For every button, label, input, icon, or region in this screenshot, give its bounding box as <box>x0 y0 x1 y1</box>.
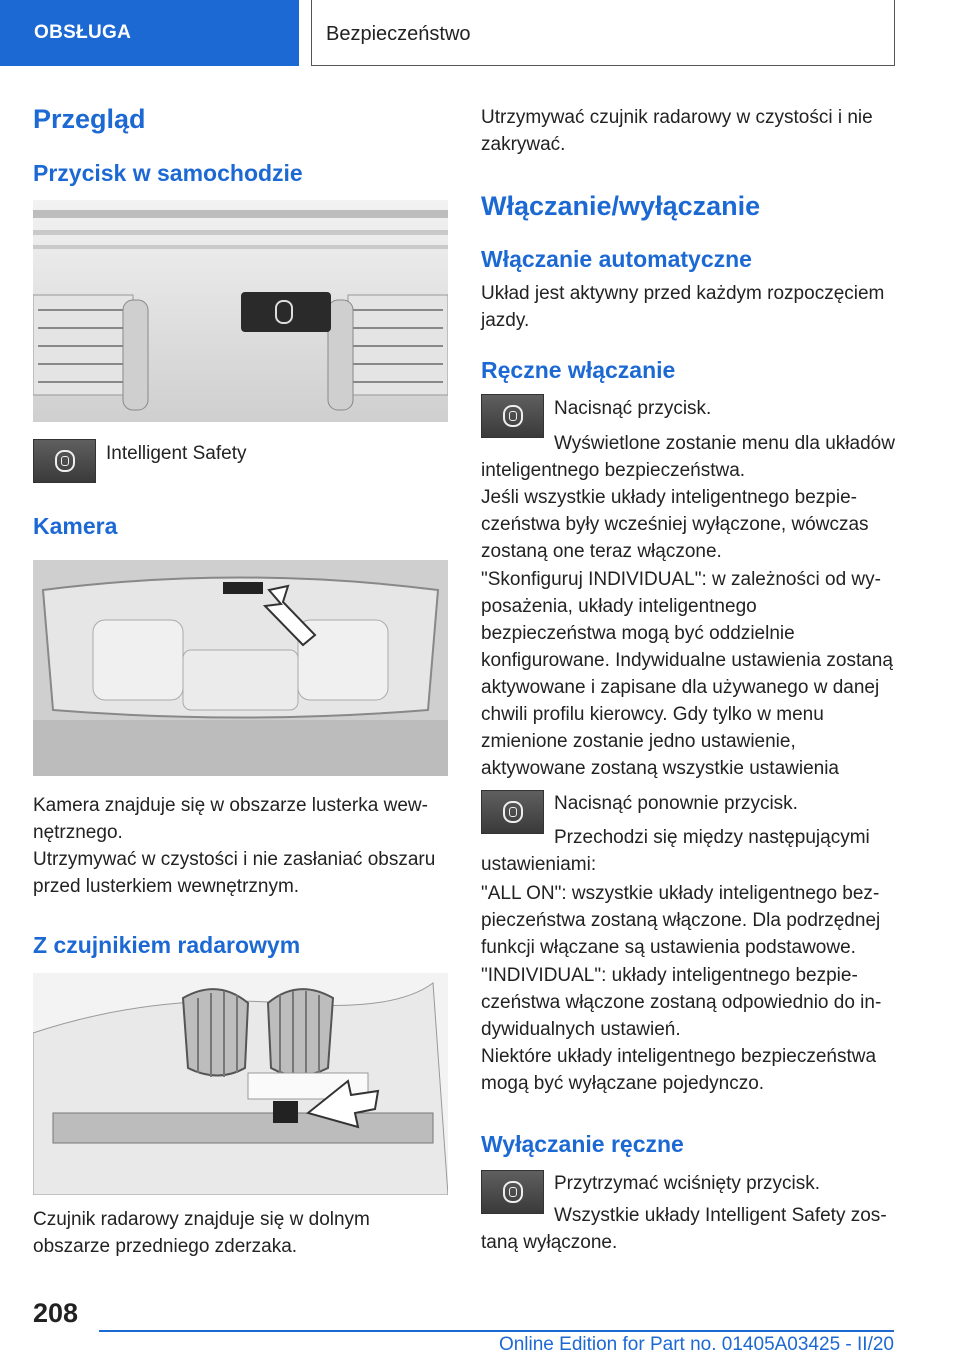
heading-manual-off: Wyłączanie ręczne <box>481 1131 684 1157</box>
footer-divider <box>99 1330 894 1332</box>
step-2-text-3: "INDIVIDUAL": układy inteligentnego bezpieczeństwa włączone zostaną odpowiednio do indywidualnych ustawień. <box>481 965 882 1040</box>
step-1-text-1: Wyświetlone zostanie menu dla układów inteligentnego bezpieczeństwa. <box>481 433 895 481</box>
heading-overview: Przegląd <box>33 104 146 134</box>
camera-interior-image <box>33 560 448 776</box>
auto-on-text: Układ jest aktywny przed każdym rozpoczęciem jazdy. <box>481 283 885 331</box>
camera-text-2: Utrzymywać w czystości i nie zasłaniać obszaru przed lusterkiem wewnętrznym. <box>33 849 436 897</box>
intelligent-safety-button-icon <box>33 439 96 483</box>
radar-keep-clean-text: Utrzymywać czujnik radarowy w czystości i nie zakrywać. <box>481 107 873 155</box>
heading-radar: Z czujnikiem radarowym <box>33 932 301 958</box>
section-tab: OBSŁUGA <box>0 0 299 66</box>
step-2-text-4: Niektóre układy inteligentnego bezpieczeństwa mogą być wyłączane pojedynczo. <box>481 1046 877 1094</box>
front-bumper-radar-image <box>33 973 448 1195</box>
heading-button-in-car: Przycisk w samochodzie <box>33 160 303 186</box>
step-3-label: Przytrzymać wciśnięty przycisk. <box>554 1173 821 1194</box>
page-number: 208 <box>33 1298 79 1328</box>
heading-auto-on: Włączanie automatyczne <box>481 246 752 272</box>
step-3-text-1: Wszystkie układy Intelligent Safety zostaną wyłączone. <box>481 1205 887 1253</box>
dashboard-button-image <box>33 200 448 422</box>
footer-edition: Online Edition for Part no. 01405A03425 - II/20 <box>498 1334 894 1355</box>
step-1-text-2: Jeśli wszystkie układy inteligentnego bezpieczeństwa były wcześniej wyłączone, wówczas zostaną one teraz włączone. <box>481 487 869 562</box>
camera-text-1: Kamera znajduje się w obszarze lusterka wewnętrznego. <box>33 795 428 843</box>
heading-manual-on: Ręczne włączanie <box>481 357 676 383</box>
radar-text-1: Czujnik radarowy znajduje się w dolnym obszarze przedniego zderzaka. <box>33 1209 370 1257</box>
step-2-text-2: "ALL ON": wszystkie układy inteligentnego bezpieczeństwa zostaną włączone. Dla podrzędnej funkcji włączane są ustawienia podstawowe. <box>481 883 881 958</box>
subsection-tab: Bezpieczeństwo <box>311 0 895 66</box>
step-1-text-3: "Skonfiguruj INDIVIDUAL": w zależności od wyposażenia, układy inteligentnego bezpieczeństwa mogą być oddzielnie konfigurowane. Indywidualne ustawienia zostaną aktywowane i zapisane dla używanego w danej chwili profilu kierowcy. Gdy tylko w menu zmienione zostanie jedno ustawienie, aktywowane zostaną wszystkie ustawienia <box>481 569 893 779</box>
step-2-text-1: Przechodzi się między następującymi ustawieniami: <box>481 827 870 875</box>
step-1-label: Nacisnąć przycisk. <box>554 398 712 419</box>
heading-camera: Kamera <box>33 513 118 539</box>
button-caption: Intelligent Safety <box>106 443 247 464</box>
heading-on-off: Włączanie/wyłączanie <box>481 191 761 221</box>
step-2-label: Nacisnąć ponownie przycisk. <box>554 793 798 814</box>
